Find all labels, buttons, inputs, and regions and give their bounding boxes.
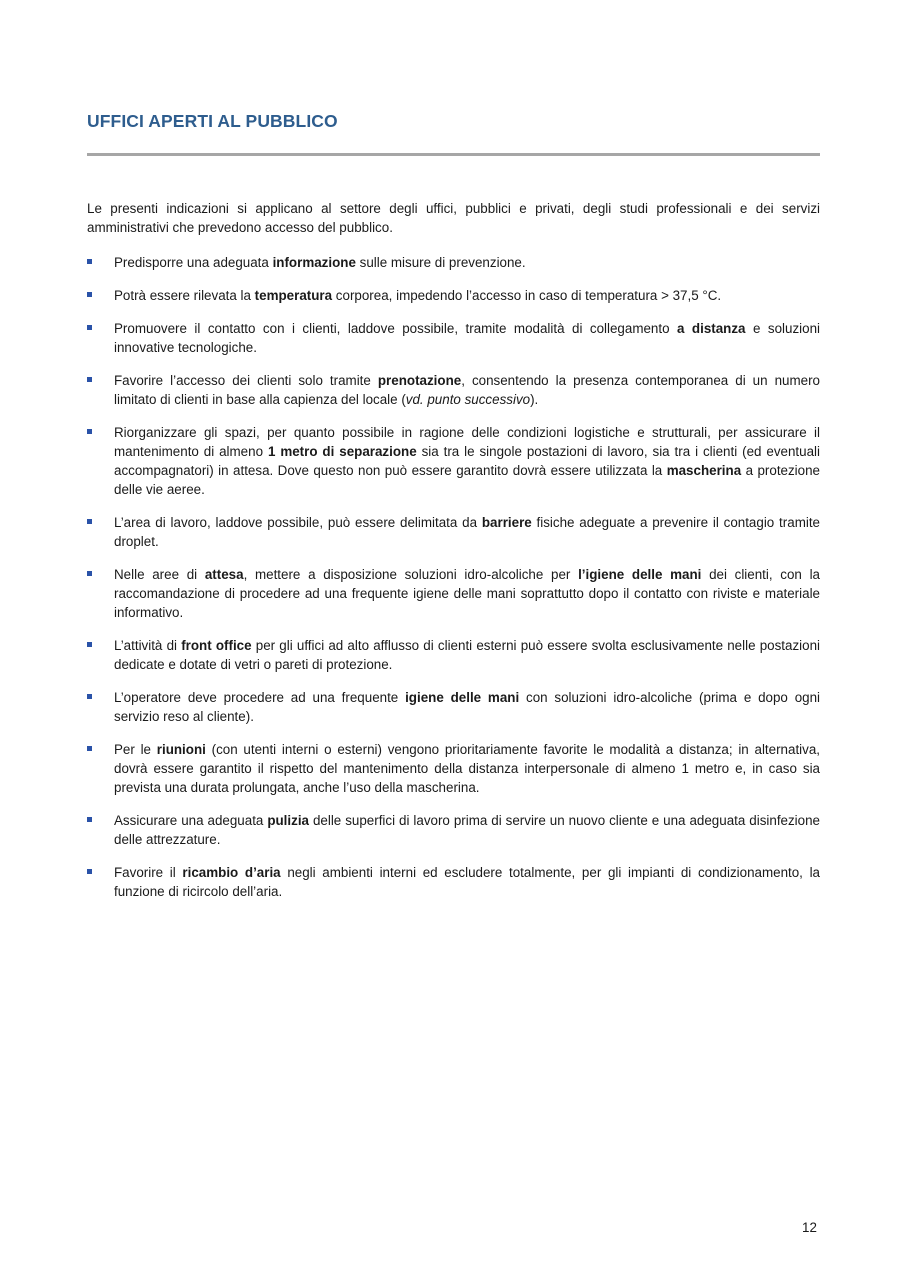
text-segment: sulle misure di prevenzione. [355, 255, 526, 270]
bold-text: pulizia [267, 813, 309, 828]
bold-text: informazione [272, 255, 356, 270]
list-item [87, 286, 820, 305]
text-segment: Favorire il [114, 865, 183, 880]
bold-text: prenotazione [377, 373, 462, 388]
italic-text: vd. punto successivo [405, 392, 531, 407]
page-title: UFFICI APERTI AL PUBBLICO [87, 111, 338, 131]
square-bullet-icon [87, 259, 92, 264]
text-segment: Per le [114, 742, 157, 757]
bold-text: mascherina [666, 463, 742, 478]
square-bullet-icon [87, 429, 92, 434]
text-segment: L’area di lavoro, laddove possibile, può essere delimitata da [114, 515, 482, 530]
list-item [87, 565, 820, 622]
text-segment: delle superfici di lavoro prima di servire un nuovo cliente e una adeguata disinfezione delle attrezzature. [114, 813, 820, 847]
square-bullet-icon [87, 571, 92, 576]
list-item [87, 811, 820, 849]
text-segment: Riorganizzare gli spazi, per quanto possibile in ragione delle condizioni logistiche e strutturali, per assicurare il mantenimento di almeno [114, 425, 820, 459]
bold-text: a distanza [677, 321, 746, 336]
page-number: 12 [802, 1220, 817, 1235]
text-segment: per gli uffici ad alto afflusso di clienti esterni può essere svolta esclusivamente nelle postazioni dedicate e dotate di vetri o pareti di protezione. [114, 638, 821, 672]
bullet-list [87, 253, 820, 915]
list-item [87, 423, 820, 499]
text-segment: Assicurare una adeguata [114, 813, 268, 828]
bold-text: front office [181, 638, 252, 653]
square-bullet-icon [87, 869, 92, 874]
list-item [87, 688, 820, 726]
square-bullet-icon [87, 694, 92, 699]
text-segment: a protezione delle vie aeree. [114, 463, 820, 497]
text-segment: fisiche adeguate a prevenire il contagio tramite droplet. [114, 515, 820, 549]
square-bullet-icon [87, 642, 92, 647]
bold-text: 1 metro di separazione [267, 444, 417, 459]
text-segment: Promuovere il contatto con i clienti, laddove possibile, tramite modalità di collegamento [114, 321, 677, 336]
bold-text: riunioni [156, 742, 206, 757]
text-segment: e soluzioni innovative tecnologiche. [114, 321, 820, 355]
text-segment: L’attività di [114, 638, 182, 653]
text-segment: Predisporre una adeguata [114, 255, 273, 270]
bold-text: ricambio d’aria [182, 865, 281, 880]
list-item [87, 371, 820, 409]
square-bullet-icon [87, 377, 92, 382]
square-bullet-icon [87, 292, 92, 297]
text-segment: Potrà essere rilevata la [114, 288, 255, 303]
square-bullet-icon [87, 519, 92, 524]
list-item [87, 863, 820, 901]
list-item [87, 253, 820, 272]
bold-text: temperatura [254, 288, 333, 303]
title-divider [87, 153, 820, 156]
square-bullet-icon [87, 325, 92, 330]
bold-text: igiene delle mani [405, 690, 520, 705]
text-segment: sia tra le singole postazioni di lavoro, sia tra i clienti (ed eventuali accompagnatori) in attesa. Dove questo non può essere garantito dovrà essere utilizzata la [114, 444, 820, 478]
bold-text: l’igiene delle mani [578, 567, 702, 582]
text-segment: Favorire l’accesso dei clienti solo tramite [114, 373, 378, 388]
text-segment: , consentendo la presenza contemporanea di un numero limitato di clienti in base alla capienza del locale ( [114, 373, 820, 407]
text-segment: corporea, impedendo l’accesso in caso di temperatura > 37,5 °C. [332, 288, 722, 303]
list-item [87, 513, 820, 551]
text-segment: con soluzioni idro-alcoliche (prima e dopo ogni servizio reso al cliente). [114, 690, 821, 724]
bold-text: barriere [481, 515, 532, 530]
square-bullet-icon [87, 817, 92, 822]
list-item [87, 319, 820, 357]
text-segment: dei clienti, con la raccomandazione di procedere ad una frequente igiene delle mani soprattutto dopo il contatto con riviste e materiale informativo. [114, 567, 821, 620]
text-segment: Nelle aree di [114, 567, 205, 582]
text-segment: ). [530, 392, 539, 407]
text-segment: L’operatore deve procedere ad una frequente [114, 690, 406, 705]
list-item [87, 740, 820, 797]
square-bullet-icon [87, 746, 92, 751]
text-segment: , mettere a disposizione soluzioni idro-alcoliche per [243, 567, 579, 582]
bold-text: attesa [204, 567, 244, 582]
list-item [87, 636, 820, 674]
text-segment: negli ambienti interni ed escludere totalmente, per gli impianti di condizionamento, la funzione di ricircolo dell’aria. [114, 865, 820, 899]
text-segment: (con utenti interni o esterni) vengono prioritariamente favorite le modalità a distanza; in alternativa, dovrà essere garantito il rispetto del mantenimento della distanza interpersonale di almeno 1 metro e, in caso sia prevista una durata prolungata, anche l’uso della mascherina. [114, 742, 820, 795]
intro-paragraph: Le presenti indicazioni si applicano al settore degli uffici, pubblici e privati, degli studi professionali e dei servizi amministrativi che prevedono accesso del pubblico. [87, 201, 820, 235]
